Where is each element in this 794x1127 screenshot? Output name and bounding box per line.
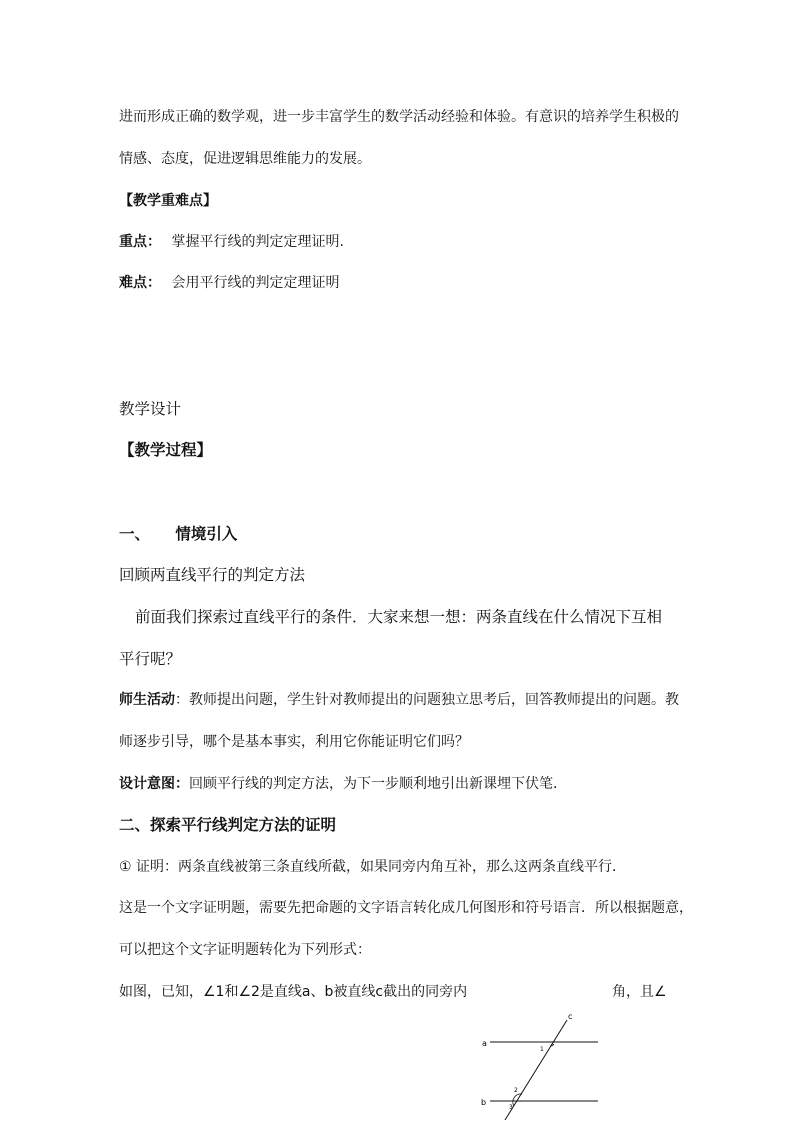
- note-line-1: 这是一个文字证明题，需要先把命题的文字语言转化成几何图形和符号语言．所以根据题意，: [119, 900, 693, 916]
- line-c: [505, 1020, 567, 1120]
- label-1: 1: [540, 1046, 544, 1053]
- activity-line-2: 师逐步引导，哪个是基本事实，利用它你能证明它们吗？: [119, 734, 469, 750]
- note-line-2: 可以把这个文字证明题转化为下列形式：: [119, 942, 371, 958]
- label-b: b: [481, 1098, 487, 1107]
- activity-label: 师生活动: [119, 692, 175, 708]
- process-heading: 【教学过程】: [119, 441, 213, 459]
- intent-text: 回顾平行线的判定方法，为下一步顺利地引出新课埋下伏笔．: [189, 776, 567, 792]
- section1-para-line-2: 平行呢？: [119, 650, 182, 668]
- section1-subtitle: 回顾两直线平行的判定方法: [119, 566, 306, 584]
- hard-point-row: [119, 273, 339, 293]
- proof-statement: ① 证明：两条直线被第三条直线所截，如果同旁内角互补，那么这两条直线平行．: [119, 859, 626, 875]
- label-3: 3: [509, 1104, 513, 1111]
- section1-title: 情境引入: [175, 525, 238, 543]
- intro-line-1: 进而形成正确的数学观，进一步丰富学生的数学活动经验和体验。有意识的培养学生积极的: [119, 109, 679, 125]
- section1-heading: [119, 524, 237, 544]
- label-c: c: [568, 1012, 573, 1021]
- intro-line-2: 情感、态度，促进逻辑思维能力的发展。: [119, 151, 371, 167]
- given-line-left: 如图，已知，∠1和∠2是直线a、b被直线c截出的同旁内: [119, 984, 468, 1000]
- key-point-text: 掌握平行线的判定定理证明.: [171, 234, 344, 250]
- hard-point-text: 会用平行线的判定定理证明: [171, 275, 340, 291]
- section2-title: 二、探索平行线判定方法的证明: [119, 816, 337, 834]
- key-point-label: 重点：: [119, 234, 161, 250]
- section1-number: 一、: [119, 525, 151, 543]
- intent-label: 设计意图：: [119, 776, 189, 792]
- label-2: 2: [514, 1087, 518, 1094]
- hard-point-label: 难点：: [119, 275, 161, 291]
- section1-para-line-1: 前面我们探索过直线平行的条件．大家来想一想：两条直线在什么情况下互相: [135, 608, 663, 626]
- activity-text: ：教师提出问题，学生针对教师提出的问题独立思考后，回答教师提出的问题。教: [175, 692, 679, 708]
- intent-row: [119, 774, 567, 794]
- key-point-row: [119, 232, 344, 252]
- label-a: a: [482, 1039, 487, 1048]
- figure-svg: [478, 1008, 608, 1123]
- difficulty-heading: 【教学重难点】: [119, 193, 217, 209]
- parallel-lines-figure: [478, 1008, 608, 1123]
- design-title: 教学设计: [119, 400, 182, 418]
- activity-line-1: [119, 690, 679, 710]
- given-line-right: 角，且∠: [612, 984, 667, 1000]
